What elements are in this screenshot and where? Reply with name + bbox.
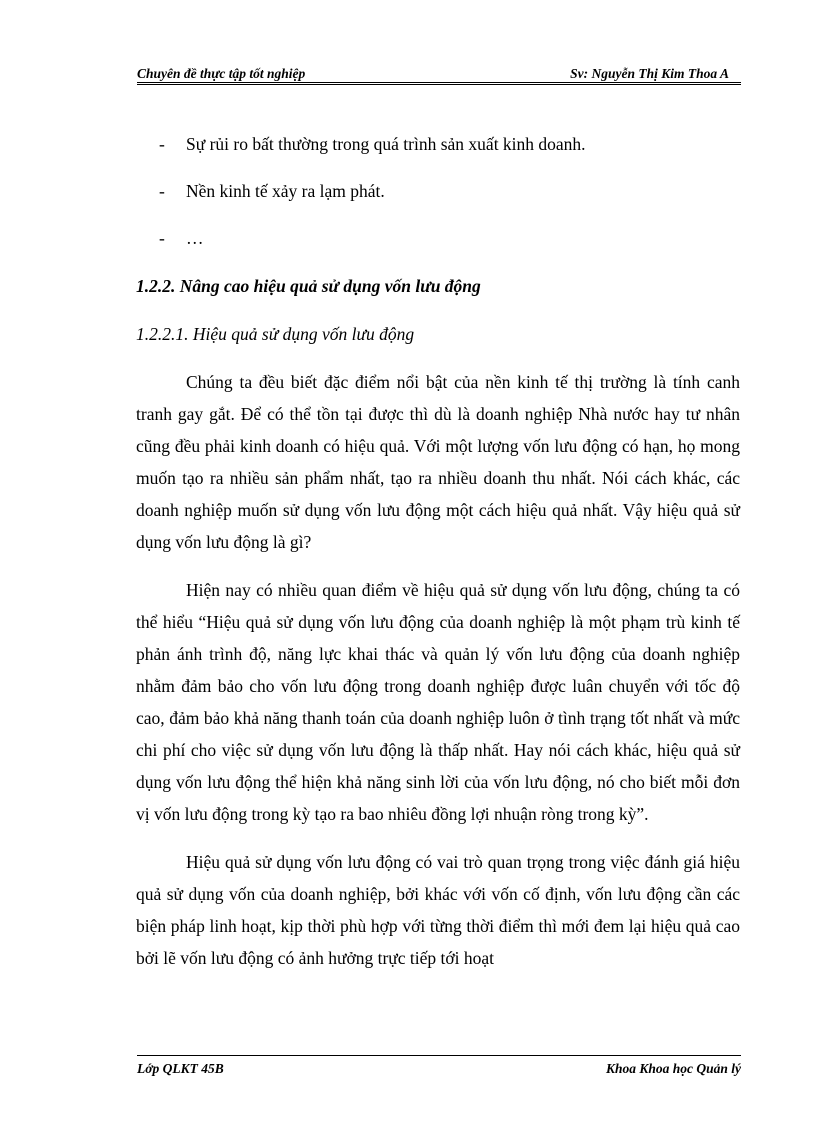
page-footer — [137, 1061, 741, 1081]
subsection-heading: 1.2.2.1. Hiệu quả sử dụng vốn lưu động — [136, 324, 415, 344]
bullet-dash: - — [159, 134, 165, 154]
bullet-text: … — [186, 228, 204, 248]
page-body — [136, 128, 740, 974]
bullet-item — [136, 128, 740, 160]
section-heading: 1.2.2. Nâng cao hiệu quả sử dụng vốn lưu động — [136, 276, 481, 296]
bullet-text: Sự rủi ro bất thường trong quá trình sản xuất kinh doanh. — [186, 134, 586, 154]
body-paragraph: Chúng ta đều biết đặc điểm nổi bật của nền kinh tế thị trường là tính canh tranh gay gắt. Để có thể tồn tại được thì dù là doanh nghiệp Nhà nước hay tư nhân cũng đều phải kinh doanh có hiệu quả. Với một lượng vốn lưu động có hạn, họ mong muốn tạo ra nhiều sản phẩm nhất, tạo ra nhiều doanh thu nhất. Nói cách khác, các doanh nghiệp muốn sử dụng vốn lưu động một cách hiệu quả nhất. Vậy hiệu quả sử dụng vốn lưu động là gì? — [136, 372, 740, 552]
footer-class: Lớp QLKT 45B — [137, 1061, 224, 1076]
bullet-text: Nền kinh tế xảy ra lạm phát. — [186, 181, 385, 201]
header-title: Chuyên đề thực tập tốt nghiệp — [137, 66, 306, 81]
bullet-dash: - — [159, 181, 165, 201]
footer-faculty: Khoa Khoa học Quản lý — [605, 1061, 741, 1076]
body-paragraph: Hiệu quả sử dụng vốn lưu động có vai trò quan trọng trong việc đánh giá hiệu quả sử dụng vốn của doanh nghiệp, bởi khác với vốn cố định, vốn lưu động cần các biện pháp linh hoạt, kịp thời phù hợp với từng thời điểm thì mới đem lại hiệu quả cao bởi lẽ vốn lưu động có ảnh hưởng trực tiếp tới hoạt — [136, 852, 740, 968]
bullet-item — [136, 175, 740, 207]
footer-divider — [137, 1055, 741, 1056]
body-paragraph: Hiện nay có nhiều quan điểm về hiệu quả sử dụng vốn lưu động, chúng ta có thể hiểu “Hiệu quả sử dụng vốn lưu động của doanh nghiệp là một phạm trù kinh tế phản ánh trình độ, năng lực khai thác và quản lý vốn lưu động của doanh nghiệp nhằm đảm bảo cho vốn lưu động trong doanh nghiệp được luân chuyển với tốc độ cao, đảm bảo khả năng thanh toán của doanh nghiệp luôn ở tình trạng tốt nhất và mức chi phí cho việc sử dụng vốn lưu động là thấp nhất. Hay nói cách khác, hiệu quả sử dụng vốn lưu động thể hiện khả năng sinh lời của vốn lưu động, nó cho biết mỗi đơn vị vốn lưu động trong kỳ tạo ra bao nhiêu đồng lợi nhuận ròng trong kỳ”. — [136, 580, 740, 824]
header-author: Sv: Nguyễn Thị Kim Thoa A — [570, 66, 729, 81]
page-header — [137, 64, 741, 84]
bullet-item — [136, 222, 740, 254]
header-divider — [137, 82, 741, 85]
bullet-dash: - — [159, 228, 165, 248]
